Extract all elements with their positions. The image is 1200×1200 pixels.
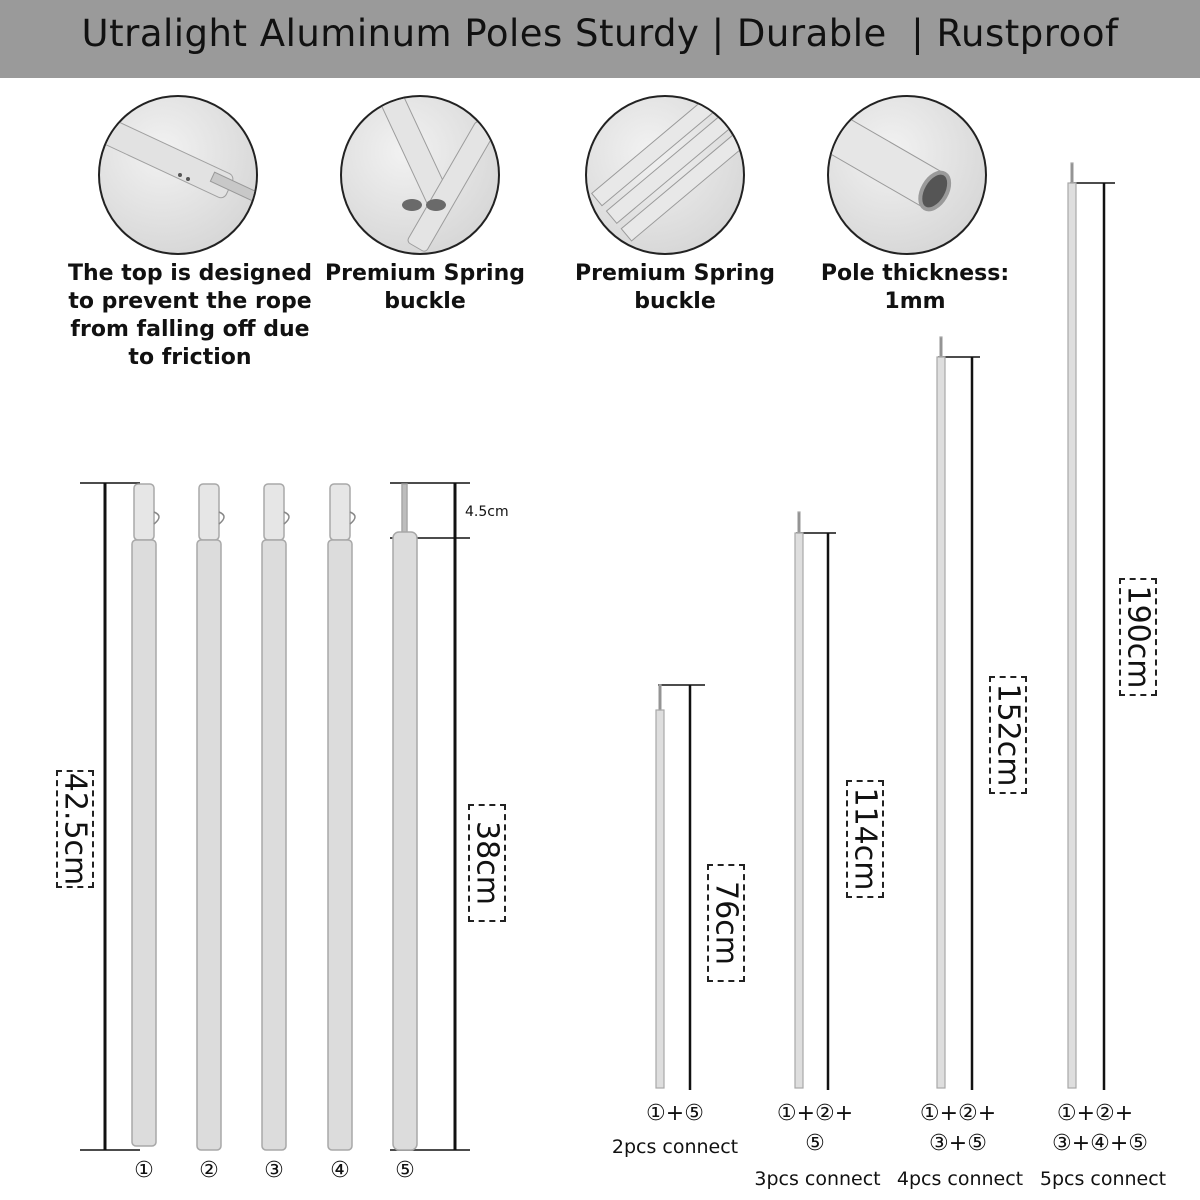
segment-number: ⑤ — [395, 1158, 415, 1183]
feature-caption: Premium Spring buckle — [325, 261, 525, 314]
combo-formula: ①+②+ — [776, 1101, 854, 1126]
combo-formula: ①+②+ — [1056, 1101, 1134, 1126]
segment-number: ② — [199, 1158, 219, 1183]
segment-number: ③ — [264, 1158, 284, 1183]
combo-formula: ①+⑤ — [646, 1101, 704, 1126]
combo-label: 5pcs connect — [1039, 1168, 1167, 1190]
combo-formula: ①+②+ — [919, 1101, 997, 1126]
segment-poles — [132, 484, 417, 1150]
feature-caption: Pole thickness: 1mm — [820, 261, 1010, 314]
segment-number: ① — [134, 1158, 154, 1183]
combo-length-76: 76cm — [707, 864, 745, 982]
combo-label: 3pcs connect — [754, 1168, 881, 1190]
tip-length-label: 4.5cm — [465, 504, 509, 520]
feature-caption: Premium Spring buckle — [575, 261, 775, 314]
combo-formula-line2: ③+⑤ — [929, 1131, 987, 1156]
total-length-label: 42.5cm — [56, 770, 94, 888]
combo-formula-line2: ③+④+⑤ — [1051, 1131, 1149, 1156]
combo-length-190: 190cm — [1119, 578, 1157, 696]
segment-number: ④ — [330, 1158, 350, 1183]
combo-label: 4pcs connect — [896, 1168, 1024, 1190]
combo-label: 2pcs connect — [611, 1136, 739, 1158]
segment-length-label: 38cm — [468, 804, 506, 922]
page-title: Utralight Aluminum Poles Sturdy | Durable | Rustproof — [81, 12, 1119, 55]
combo-length-114: 114cm — [846, 780, 884, 898]
combo-length-152: 152cm — [989, 676, 1027, 794]
combo-formula-line2: ⑤ — [805, 1131, 825, 1156]
feature-caption: The top is designed to prevent the rope from falling off due to friction — [68, 261, 312, 370]
